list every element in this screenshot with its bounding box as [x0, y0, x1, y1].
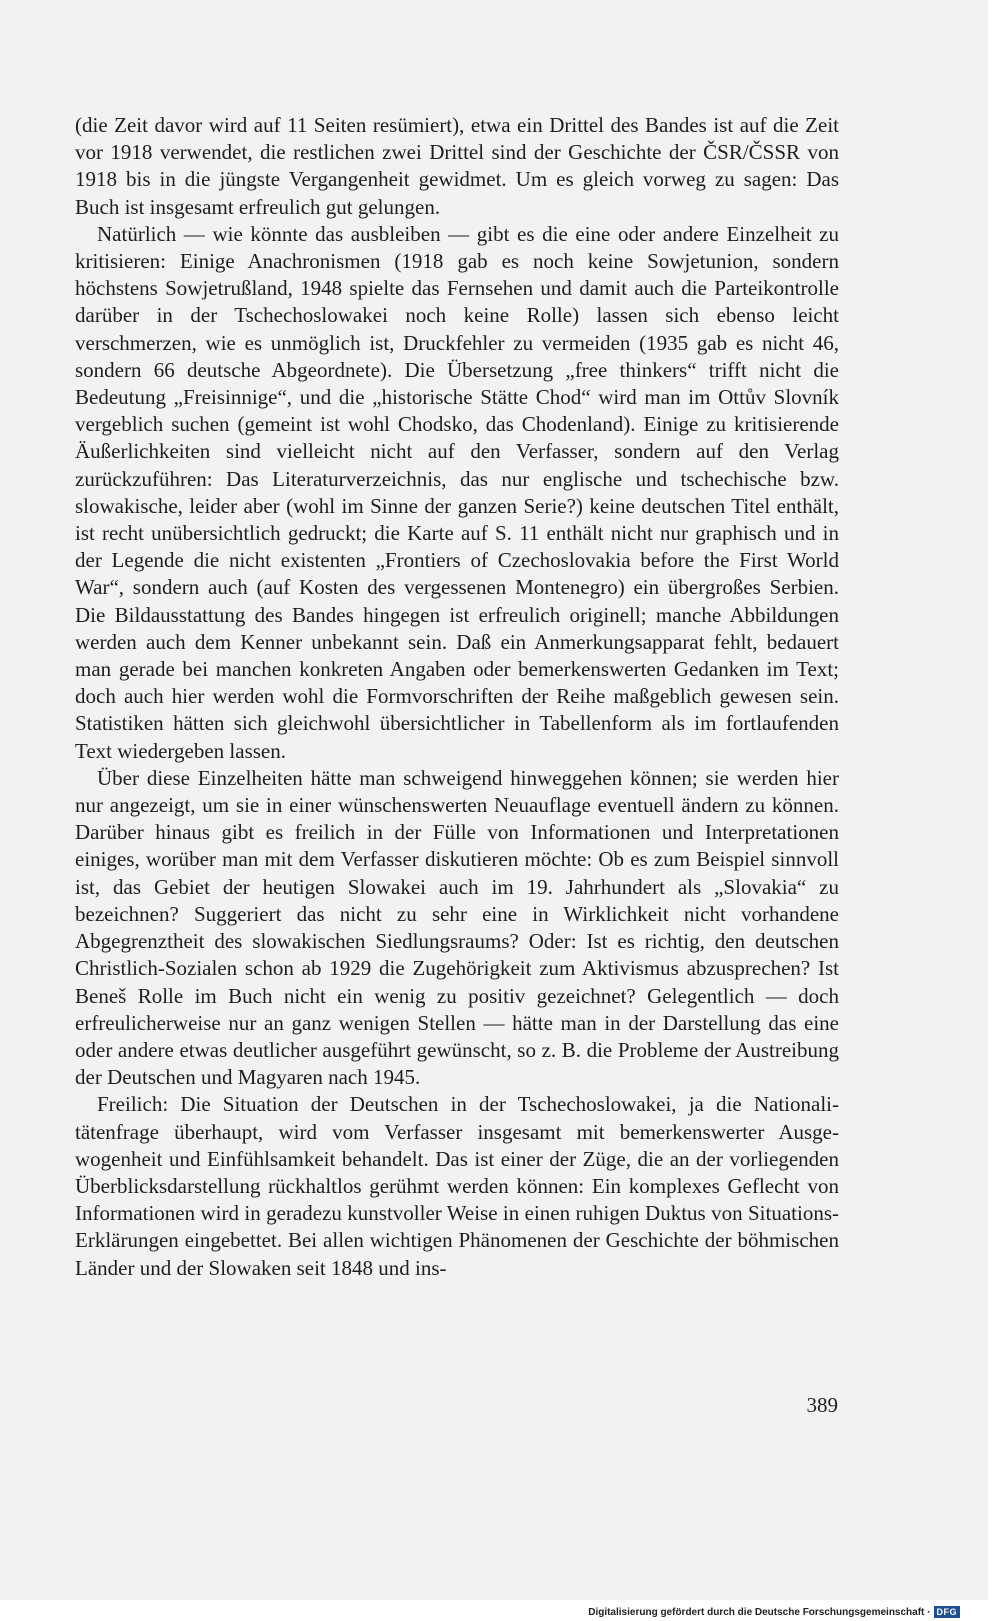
paragraph-1: (die Zeit davor wird auf 11 Seiten resümiert), etwa ein Drittel des Bandes ist auf die Zeit vor 1918 verwendet, die restlichen zwei Drittel sind der Geschichte der ČSR/ČSSR von 1918 bis in die jüngste Vergangenheit gewidmet. Um es gleich vorweg zu sagen: Das Buch ist insgesamt erfreulich gut gelungen.	[75, 113, 839, 219]
paragraph-3: Über diese Einzelheiten hätte man schweigend hinweggehen können; sie werden hier nur angezeigt, um sie in einer wünschenswerten Neuauflage eventuell ändern zu können. Darüber hinaus gibt es freilich in der Fülle von Informationen und Interpretationen einiges, worüber man mit dem Verfasser diskutieren möchte: Ob es zum Beispiel sinnvoll ist, das Gebiet der heutigen Slowakei auch im 19. Jahrhundert als „Slovakia“ zu bezeichnen? Suggeriert das nicht zu sehr eine in Wirklichkeit nicht vorhandene Abgegrenztheit des slowakischen Siedlungsraums? Oder: Ist es richtig, den deutschen Christlich-Sozialen schon ab 1929 die Zugehörigkeit zum Aktivismus abzusprechen? Ist Beneš Rolle im Buch nicht ein wenig zu positiv gezeichnet? Gelegentlich — doch erfreulicherweise nur an ganz wenigen Stellen — hätte man in der Darstellung das eine oder andere etwas deutlicher ausgeführt gewünscht, so z. B. die Probleme der Austreibung der Deutschen und Magyaren nach 1945.	[75, 765, 839, 1090]
dfg-logo-icon: DFG	[934, 1606, 961, 1618]
paragraph-4: Freilich: Die Situation der Deutschen in der Tschechoslowakei, ja die Nationalitätenfrage überhaupt, wird vom Verfasser insgesamt mit bemerkenswerter Ausgewogenheit und Einfühlsamkeit behandelt. Das ist einer der Züge, die an der vorliegenden Überblicksdarstellung rückhaltlos gerühmt werden können: Ein komplexes Geflecht von Informationen wird in geradezu kunstvoller Weise in einen ruhigen Duktus von Situations-Erklärungen eingebettet. Bei allen wichtigen Phänomenen der Geschichte der böhmischen Länder und der Slowaken seit 1848 und ins-	[75, 1092, 839, 1280]
page-number: 389	[806, 1393, 838, 1417]
digitization-credit	[588, 1606, 960, 1618]
body-text	[75, 112, 839, 1282]
credit-text: Digitalisierung gefördert durch die Deutsche Forschungsgemeinschaft ·	[588, 1606, 931, 1618]
paragraph-2: Natürlich — wie könnte das ausbleiben — gibt es die eine oder andere Einzelheit zu kritisieren: Einige Anachronismen (1918 gab es noch keine Sowjetunion, sondern höchstens Sowjetrußland, 1948 spielte das Fernsehen und damit auch die Parteikontrolle darüber in der Tschechoslowakei noch keine Rolle) lassen sich ebenso leicht verschmerzen, wie es unmöglich ist, Druckfehler zu vermeiden (1935 gab es nicht 46, sondern 66 deutsche Abgeordnete). Die Übersetzung „free thinkers“ trifft nicht die Bedeutung „Freisinnige“, und die „historische Stätte Chod“ wird man im Ottův Slovník vergeblich suchen (gemeint ist wohl Chodsko, das Chodenland). Einige zu kritisierende Äußerlichkeiten sind vielleicht nicht auf den Verfasser, sondern auf den Verlag zurückzuführen: Das Literaturverzeichnis, das nur englische und tschechische bzw. slowakische, leider aber (wohl im Sinne der ganzen Serie?) keine deutschen Titel enthält, ist recht unübersichtlich gedruckt; die Karte auf S. 11 enthält nicht nur graphisch und in der Legende die nicht existenten „Frontiers of Czechoslovakia before the First World War“, sondern auch (auf Kosten des vergessenen Montenegro) ein übergroßes Serbien. Die Bildausstattung des Bandes hingegen ist erfreulich originell; manche Abbildungen werden auch dem Kenner unbekannt sein. Daß ein Anmerkungsapparat fehlt, bedauert man gerade bei manchen konkreten Angaben oder bemerkenswerten Gedanken im Text; doch auch hier werden wohl die Formvorschriften der Reihe maßgeblich gewesen sein. Statistiken hätten sich gleichwohl übersichtlicher in Tabellenform als im fortlaufenden Text wiedergeben lassen.	[75, 221, 839, 763]
